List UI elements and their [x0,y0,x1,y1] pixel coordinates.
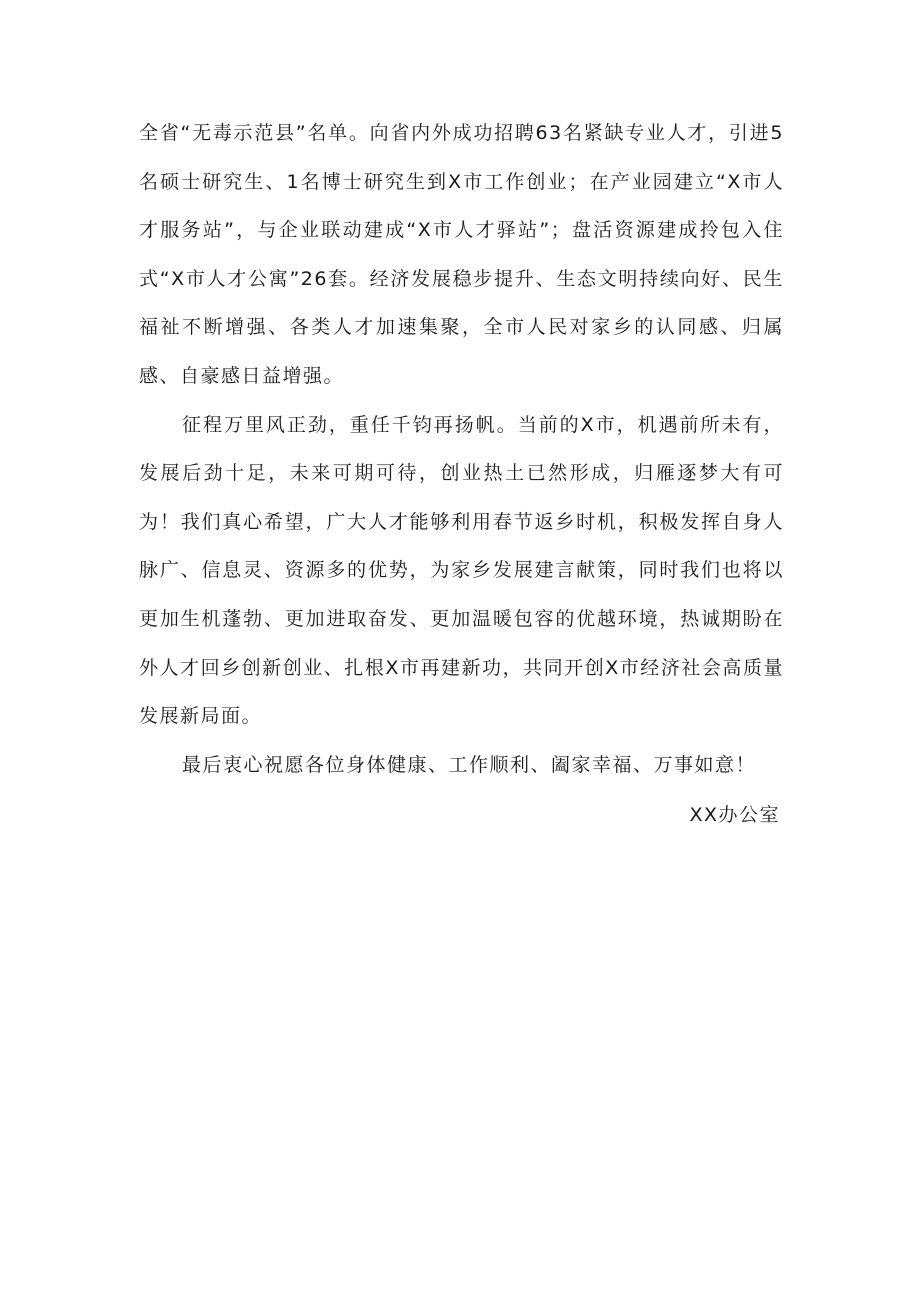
paragraph-achievements: 全省“无毒示范县”名单。向省内外成功招聘63名紧缺专业人才，引进5名硕士研究生、1名博士研究生到X市工作创业；在产业园建立“X市人才服务站”，与企业联动建成“X市人才驿站”；盘活资源建成拎包入住式“X市人才公寓”26套。经济发展稳步提升、生态文明持续向好、民生福祉不断增强、各类人才加速集聚，全市人民对家乡的认同感、归属感、自豪感日益增强。 [139,122,784,387]
paragraph-closing-wishes: 最后衷心祝愿各位身体健康、工作顺利、阖家幸福、万事如意！ [182,753,757,776]
signature-office: XX办公室 [689,804,780,826]
paragraph-outlook: 征程万里风正劲，重任千钧再扬帆。当前的X市，机遇前所未有，发展后劲十足，未来可期可待，创业热土已然形成，归雁逐梦大有可为！我们真心希望，广大人才能够利用春节返乡时机，积极发挥自身人脉广、信息灵、资源多的优势，为家乡发展建言献策，同时我们也将以更加生机蓬勃、更加进取奋发、更加温暖包容的优越环境，热诚期盼在外人才回乡创新创业、扎根X市再建新功，共同开创X市经济社会高质量发展新局面。 [139,413,784,728]
document-body [139,109,784,789]
